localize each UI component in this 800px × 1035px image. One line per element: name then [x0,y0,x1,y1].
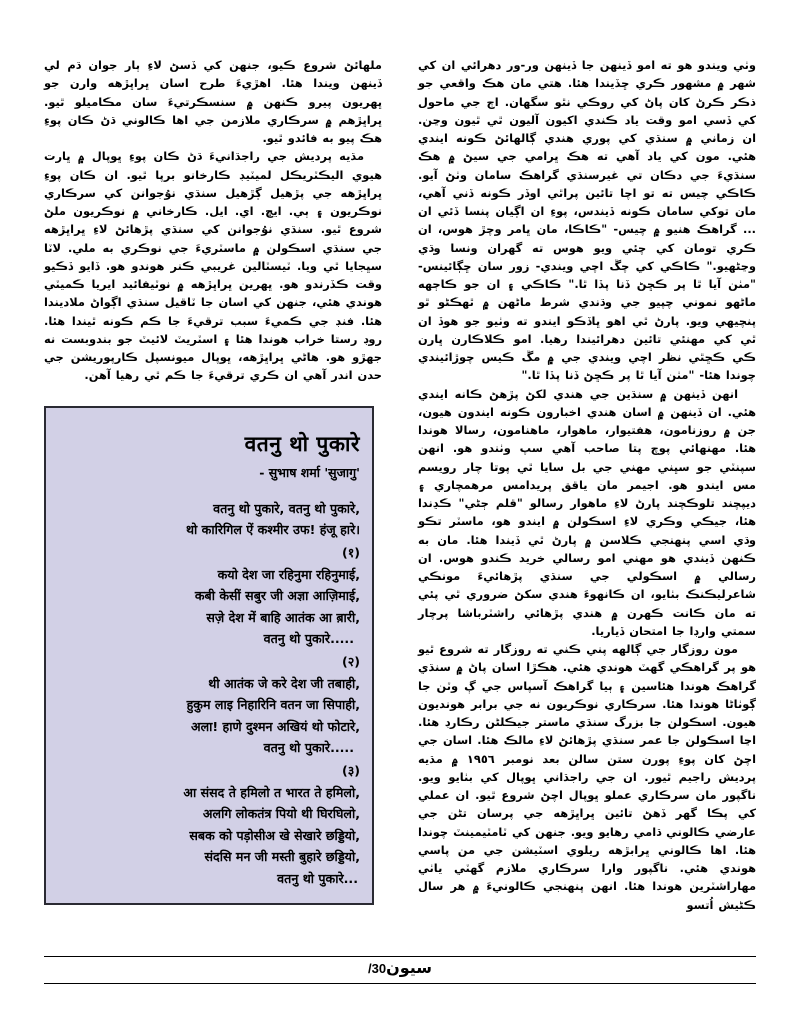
poem-refrain-tail: वतनु थो पुकारे..... [263,740,354,756]
footer-rule-bottom [44,983,756,984]
poem-line: थी आतंक जे करे देश जी तबाही, [208,675,360,691]
poem-line: कबी केसीं सबुर जी अज्ञा आज़िमाई, [194,588,360,604]
paragraph: مڌيه پرديش جي راجڌانيءَ ڌڻ ڪان پوءِ ڀوپال ۾ ڀارت هيوي اليڪٽريڪل لميٽيڊ ڪارخانو برپا ٿيو. ان ڪان پوءِ ڀراڀڙهه جي پڙهيل ڳڙهيل سنڌي نوُجوانن کي سرڪاري نوڪريون ۽ ٻي. ايڇ. اي. ايل. ڪارخاني ۾ نوڪريون ملڻ شروع ٿيو. سنڌي نوُجوانن کي سنڌي پڙهائڻ لاءِ ڀراڀڙهه جي سنڌي اسڪولن ۾ ماسٽريءَ جي نوڪري به ملي. لاٽا سڀجايا ٿي ويا. ٽيسٽالين غريبي ڪنر هوندو هو. ڏايو ڏڪيو وقت ڪڏرندو هو. ڀهرين ڀراڀڙهه ۾ نوٽيفائيد ايريا ڪميٽي هوندي هئي، جنهن کي اسان جا ٽاقيل سنڌي اڳواڻ ملاديندا هئا. فنڊ جي ڪميءَ سبب ترقيءَ جا ڪم ڪونه ٿيندا هئا. روڊ رستا خراب هوندا هئا ۽ اسٽريٽ لائيٽ جو بندوبست نه جهڙو هو. هاڻي ڀراڀڙهه، ڀوپال ميونسپل ڪارپوريشن جي حدن اندر آهي ان ڪري ترقيءَ جا ڪم ٿي رهيا آهن. [44,149,382,383]
poem-title: वतनु थो पुकारे [244,432,360,456]
poem-author: - सुभाष शर्मा 'सुजागु' [259,465,360,481]
poem-stanza [58,541,360,650]
poem-line: सबक को पड़ोसीअ खे सेखारे छड्डियो, [189,827,360,843]
poem-refrain-tail: वतनु थो पुकारे..... [263,631,354,647]
poem-stanza [58,759,360,890]
article-column-left [44,56,382,886]
stanza-number: (३) [341,762,360,778]
paragraph: ملهائڻ شروع ڪيو، جنهن کي ڏسڻ لاءِ ٻار جوان ڌم لي ڏينهن ويندا هئا. اهڙيءَ طرح اسان ڀراڀڙهه وارن جو ڀهريون پيرو ڪنهن ۾ سنسڪرتيءَ سان مڪاميلو ٿيو. ڀراڀڙهم ۾ سرڪاري ملازمن جي اها ڪالوني ڌڻ ڪان پوءِ هڪ پيو به فائدو ٿيو. [44,58,382,145]
poem-line: आ संसद ते हमिलो त भारत ते हमिलो, [183,784,360,800]
page-number: /30 [367,961,387,976]
poem-stanza [58,650,360,759]
poem-line: कयो देश जा रहिनुमा रहिनुमाई, [217,566,360,582]
article-column-right [418,56,756,914]
poem-line: हुकुम लाइ निहारिनि वतन जा सिपाही, [186,697,360,713]
poem-refrain-tail: वतनु थो पुकारे... [277,870,358,886]
paragraph: انهن ڏينهن ۾ سنڌين جي هندي لکڻ پڙهڻ ڪانه ايندي هئي. ان ڏينهن ۾ اسان هندي اخبارون ڪونه ايندون هيون، جن ۾ روزنامون، هفتيوار، ماهوار، ماهنامون، رسالا هوندا هئا. مهنهائي پوچ پتا صاحب آهي سپ وٺندو هو. انهن سپنٽي جو سڀني مهني جي بل سايا ٿي پوتا چار رويسم مس ايندو هو. اجيمر مان ياقق پريدامس مرهمچاري ۽ ديپچند تلوڪچند پارڻ لاءِ ماهوار رسالو "قلم ڄڻي" ڪڍندا هئا، جيڪي وڪري لاءِ اسڪولن ۾ ايندو هو، ماسٽر تڪو وڌي اسي پنهنجي ڪلاسن ۾ پارڻ ٿي ڏيندا هئا. مان به ڪنهن ڏيندي هو مهني امو رسالي خريد ڪندو هوس. ان رسالي ۾ اسڪولي جي سنڌي پڙهائيءَ مونڪي شاعرليڪنڪ بٺايو، ان ڪانهوءَ هندي سکڻ ضروري ٿي پئي ته مان ڪانت ڪهرن ۾ هندي پڙهائي راشٽرباشا پرچار سمتي وارڊا جا امتحان ڏياريا. [418,386,756,638]
poem-line: थो कारिगिल ऐं कश्मीर उफ! हंजू हारे। [185,522,360,538]
paragraph: وٺي ويندو هو ته امو ڏينهن جا ڏينهن ور-ور دهرائي ان کي شهر ۾ مشهور ڪري ڇڏيندا هئا. هتي مان هڪ واقعي جو ذڪر ڪرڻ کان پاڻ کي روڪي نٿو سگهان. اڄ جي ماحول کي ڏسي امو وقت ياد ڪندي اکيون آليون ٿي ٿيون وڃن. ان زماني ۾ سنڌي کي پوري هندي ڳالهائڻ ڪونه ايندي هئي. مون کي ياد آهي ته هڪ ڀرامي جي سيڻ ۾ هڪ سنڌيءَ جي دڪان تي غيرسنڌي گراهڪ سامان وٺڻ آيو. ڪاڪي چيس ته تو اچا تائين پراٿي اوڏر ڪونه ڏني آهي، مان توکي سامان ڪونه ڏيندس، پوءِ ان اڳيان پنسا ڏئي ان ... گراهڪ هنيو ۾ چيس- "ڪاڪا، مان ڀامر وچڙ هوس، ان ڪري تومان کي چئي ويو هوس ته گهران ونسا وڌي وڃڻهيو." ڪاڪي کي چڱ اچي ويندي- زور سان ڇڳائينس- "مٺن آيا ٿا پر ڪڇڻ ڏنا پڏا ٿا." ڪاڪي ۽ ان جو ڪاڄهه ماڻهو نموني چپيو جي وڌندي شرط ماڻهن ۾ ٿهڪڻو ٿو پنچيهي ويو. پارڻ ٿي اهو ڀاڏڪو ايندو ته وٺيو جو هوڏ ان ٿي کي مهنئي تائين دهرائيندا رهيا. امو ڪلاڪارن ڀارن ڪي ڪڇٿي نظر اچي ويندي جي ۾ مڱ ڪيس چوڙائيندي چوندا هئا- "مٺن آيا ٿا پر ڪڇڻ ڏنا پڏا ٿا." [418,58,756,383]
poem-line: अला! हाणे दुश्मन अखियं थो फोटारे, [190,718,360,734]
page-footer [44,956,756,996]
poem-refrain [58,498,360,541]
stanza-number: (१) [341,544,360,560]
poem-line: अलगि लोकतंत्र पियो थी घिरघिलो, [202,806,360,822]
paragraph: مون روزگار جي ڳالهه پني ڪني ته روزگار ته شروع ٿيو هو پر گراهڪي گهٽ هوندي هئي. هڪڙا اسان پاڻ ۾ سنڌي گراهڪ هوندا هئاسين ۽ ٻيا گراهڪ آسپاس جي ڳ وٽن جا ڳوٺاڻا هوندا هئا. سرڪاري نوڪريون نه جي برابر هونديون هيون. اسڪولن جا بزرگ سنڌي ماستر جيڪلڻن رڪارڊ هئا. اڃا اسڪولن جا عمر سنڌي پڙهائڻ لاءِ مالڪ هئا. اسان جي اچڻ کان پوءِ پورن ستن سالن بعد نومبر ١٩٥٦ ۾ مڌيه پرديش راجيم ٿيور. ان جي راجڌاني ڀوپال کي بٺايو ويو. ناگپور مان سرڪاري عملو ڀوپال اچڻ شروع ٿيو. ان عملي کي پڪا گهر ڏهڻ تائين ڀراڀڙهه جي پرسان تڻن جي عارضي ڪالوني ڌامي رهايو ويو. جنهن کي ٽامٽيمينٽ چوندا هئا. اها ڪالوني ڀرابڙهه ريلوي اسٽيشن جي من پاسي هوندي هئي. ناگپور وارا سرڪاري ملازم گهٽي ياٺي مهاراشٽرين هوندا هئا. انهن پنهنجي ڪالونيءَ ۾ هر سال ڪڻيش اُتسو [418,642,756,912]
article-columns [44,56,756,946]
poem-line: वतनु थो पुकारे, वतनु थो पुकारे, [213,500,360,516]
poem-box [44,406,374,905]
poem-line: संदसि मन जी मस्ती बुहारे छड्डियो, [204,849,360,865]
magazine-name: سيون [386,958,433,977]
poem-line: सज़े देश में बाहि आतंक आ ब़ारी, [206,609,360,625]
stanza-number: (२) [341,653,360,669]
footer-rule-top [44,956,756,957]
footer-center [44,958,756,977]
